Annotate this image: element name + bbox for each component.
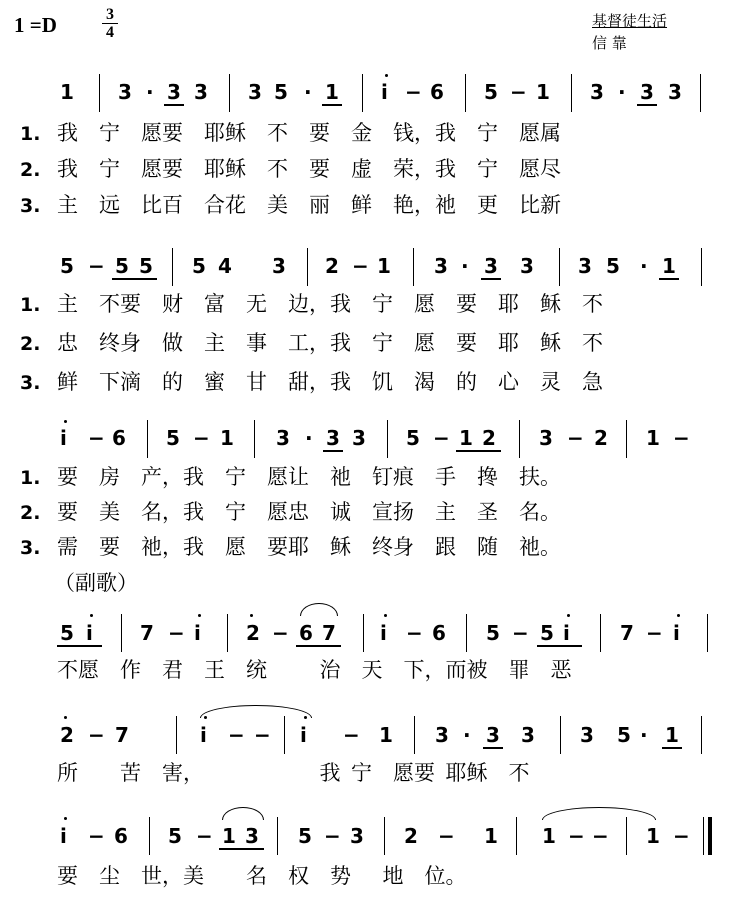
note: − [88,426,105,450]
note: 3 [486,723,500,747]
note: 1 [377,254,391,278]
note: − [433,426,450,450]
tie [300,603,338,616]
note: i [563,621,570,645]
barline [559,248,560,286]
note: 7 [322,621,336,645]
barline [701,716,702,754]
lyric-line: 主 不要 财 富 无 边，我 宁 愿 要 耶 稣 不 [57,292,603,316]
note: 3 [245,824,259,848]
note: 6 [114,824,128,848]
underline [322,104,342,106]
note: 3 [580,723,594,747]
note: − [673,426,690,450]
verse-number: 2. [20,333,41,355]
lyric-line: 要 尘 世，美 名 权 势 地 位。 [57,864,467,888]
note: − [272,621,289,645]
note: − [673,824,690,848]
note: − [324,824,341,848]
note: − [405,80,422,104]
note: · [304,80,312,104]
note: 3 [272,254,286,278]
note: 5 [115,254,129,278]
note: · [463,723,471,747]
note: i [194,621,201,645]
lyric-line: 我 宁 愿要 耶稣 不 要 虚 荣，我 宁 愿尽 [57,157,561,181]
underline [456,450,501,452]
verse-number: 2. [20,502,41,524]
barline [307,248,308,286]
note: · [618,80,626,104]
note: 5 [168,824,182,848]
note: 1 [222,824,236,848]
note: 1 [665,723,679,747]
note: 2 [325,254,339,278]
lyric-line: 要 美 名，我 宁 愿忠 诚 宣扬 主 圣 名。 [57,500,561,524]
barline [149,817,150,855]
note: 3 [326,426,340,450]
note: 3 [276,426,290,450]
note: 1 [646,426,660,450]
barline [229,74,230,112]
note: − [352,254,369,278]
note: 5 [60,621,74,645]
high-dot [64,420,67,423]
chorus-label: （副歌） [54,571,138,595]
barline [254,420,255,458]
note: 1 [379,723,393,747]
note: 5 [166,426,180,450]
note: 5 [617,723,631,747]
high-dot [90,614,93,617]
note: i [380,621,387,645]
note: 7 [620,621,634,645]
note: 1 [646,824,660,848]
note: i [300,723,307,747]
barline [284,716,285,754]
underline [659,278,679,280]
high-dot [250,614,253,617]
note: 3 [434,254,448,278]
high-dot [64,817,67,820]
note: 2 [60,723,74,747]
key-signature: 1 =D [14,13,57,37]
barline [571,74,572,112]
note: 1 [536,80,550,104]
note: 5 [486,621,500,645]
underline [323,450,343,452]
barline [466,614,467,652]
verse-number: 3. [20,372,41,394]
tie [542,807,656,820]
note: − [196,824,213,848]
note: 3 [521,723,535,747]
lyric-line: 不愿 作 君 王 统 治 天 下，而被 罪 恶 [57,658,572,682]
verse-number: 3. [20,537,41,559]
underline [164,104,184,106]
note: 4 [218,254,232,278]
note: 5 [540,621,554,645]
barline [600,614,601,652]
lyric-line: 忠 终身 做 主 事 工，我 宁 愿 要 耶 稣 不 [57,331,603,355]
note: 5 [298,824,312,848]
note: − [406,621,423,645]
note: − [88,723,105,747]
barline [387,420,388,458]
note: 1 [662,254,676,278]
note: 3 [578,254,592,278]
barline [362,74,363,112]
high-dot [198,614,201,617]
verse-number: 2. [20,159,41,181]
note: 3 [248,80,262,104]
barline [701,248,702,286]
high-dot [384,614,387,617]
note: − [592,824,609,848]
barline [703,817,704,855]
note: 3 [668,80,682,104]
verse-number: 1. [20,294,41,316]
lyric-line: 所 苦 害， 我 宁 愿要 耶稣 不 [57,761,530,785]
note: 3 [539,426,553,450]
note: i [86,621,93,645]
barline [516,817,517,855]
barline [121,614,122,652]
barline [277,817,278,855]
lyric-line: 鲜 下滴 的 蜜 甘 甜，我 饥 渴 的 心 灵 急 [57,370,603,394]
note: 3 [352,426,366,450]
note: − [568,824,585,848]
note: − [343,723,360,747]
note: 1 [484,824,498,848]
high-dot [385,74,388,77]
barline [384,817,385,855]
note: 1 [325,80,339,104]
note: 1 [459,426,473,450]
note: i [200,723,207,747]
barline [147,420,148,458]
note: · [461,254,469,278]
note: 5 [406,426,420,450]
note: 6 [112,426,126,450]
verse-number: 1. [20,123,41,145]
underline [112,278,157,280]
note: − [88,254,105,278]
time-signature: 3 4 [102,6,118,41]
note: 5 [606,254,620,278]
note: 2 [246,621,260,645]
high-dot [677,614,680,617]
note: 1 [220,426,234,450]
note: 2 [482,426,496,450]
note: 2 [404,824,418,848]
note: 3 [118,80,132,104]
note: 5 [60,254,74,278]
underline [481,278,501,280]
note: 3 [350,824,364,848]
note: 3 [435,723,449,747]
barline [560,716,561,754]
note: 3 [640,80,654,104]
note: 1 [542,824,556,848]
barline [700,74,701,112]
note: − [510,80,527,104]
underline [219,848,264,850]
note: 5 [139,254,153,278]
note: · [640,254,648,278]
barline [626,420,627,458]
underline [296,645,341,647]
lyric-line: 主 远 比百 合花 美 丽 鲜 艳，祂 更 比新 [57,193,561,217]
barline [465,74,466,112]
lyric-line: 要 房 产，我 宁 愿让 祂 钉痕 手 搀 扶。 [57,465,561,489]
barline [172,248,173,286]
note: − [228,723,245,747]
tie [222,807,264,820]
underline [662,747,682,749]
final-barline [708,817,712,855]
note: · [146,80,154,104]
underline [483,747,503,749]
barline [626,817,627,855]
verse-number: 3. [20,195,41,217]
note: 7 [115,723,129,747]
note: − [512,621,529,645]
barline [176,716,177,754]
barline [707,614,708,652]
note: − [646,621,663,645]
note: 5 [484,80,498,104]
note: 3 [590,80,604,104]
note: 3 [194,80,208,104]
barline [413,248,414,286]
verse-number: 1. [20,467,41,489]
note: − [254,723,271,747]
note: · [305,426,313,450]
barline [227,614,228,652]
note: 2 [594,426,608,450]
lyric-line: 需 要 祂，我 愿 要耶 稣 终身 跟 随 祂。 [57,535,561,559]
note: 7 [140,621,154,645]
note: − [168,621,185,645]
author: 信 靠 [592,34,627,52]
note: − [193,426,210,450]
tie [200,705,312,718]
underline [57,645,102,647]
note: i [60,426,67,450]
song-source: 基督徒生活 [592,12,668,30]
note: · [640,723,648,747]
note: i [673,621,680,645]
barline [519,420,520,458]
underline [637,104,657,106]
note: − [567,426,584,450]
note: 5 [274,80,288,104]
barline [414,716,415,754]
high-dot [64,716,67,719]
barline [99,74,100,112]
note: 3 [520,254,534,278]
note: i [60,824,67,848]
note: 6 [430,80,444,104]
note: 1 [60,80,74,104]
note: i [381,80,388,104]
note: 6 [299,621,313,645]
note: 3 [167,80,181,104]
barline [363,614,364,652]
lyric-line: 我 宁 愿要 耶稣 不 要 金 钱，我 宁 愿属 [57,121,561,145]
high-dot [567,614,570,617]
underline [537,645,582,647]
note: 5 [192,254,206,278]
note: 6 [432,621,446,645]
note: 3 [484,254,498,278]
note: − [438,824,455,848]
note: − [88,824,105,848]
